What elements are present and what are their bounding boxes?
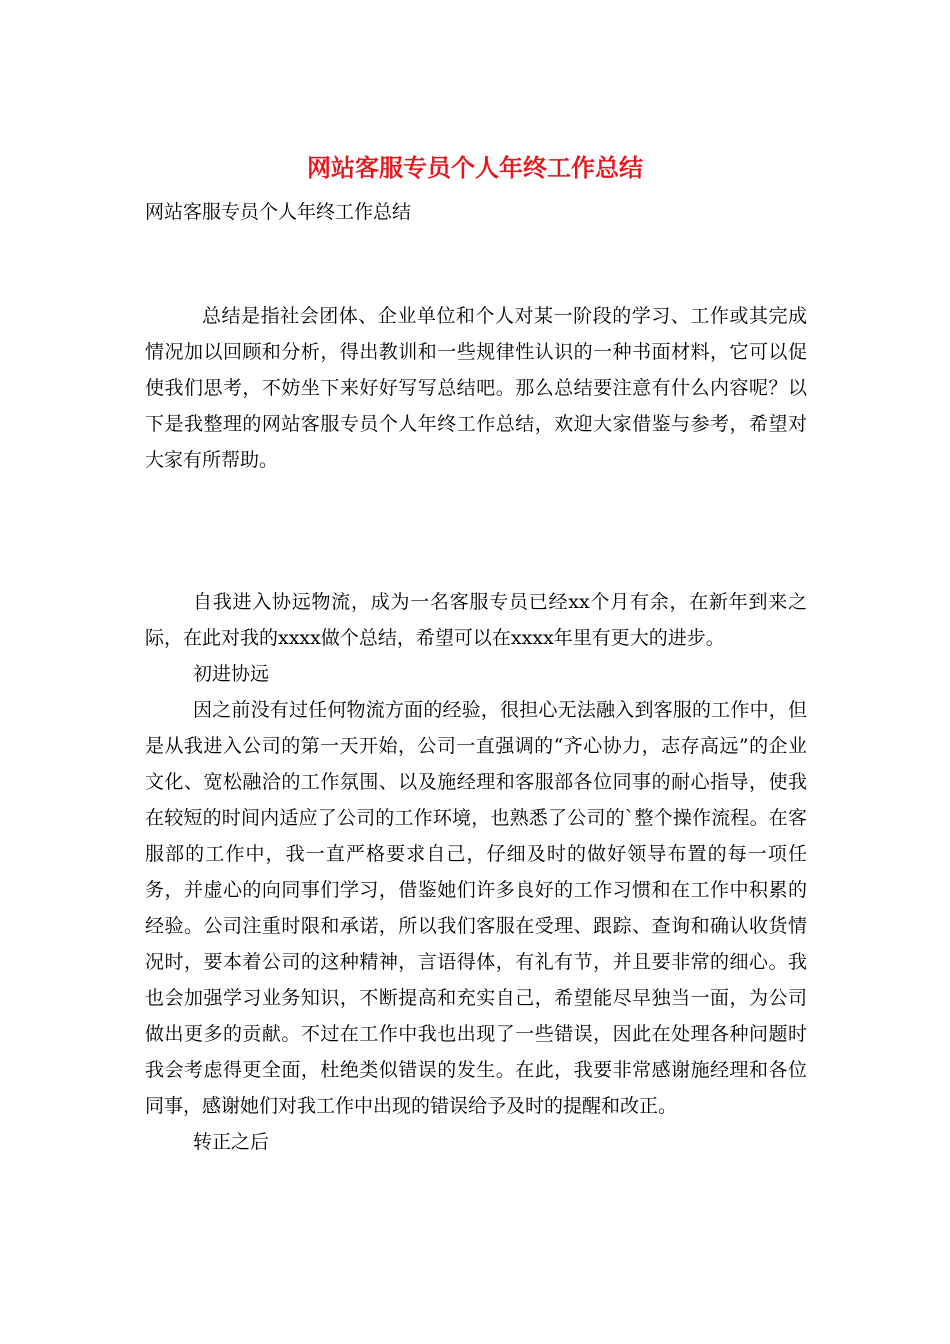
intro-paragraph: 总结是指社会团体、企业单位和个人对某一阶段的学习、工作或其完成情况加以回顾和分析，得出教训和一些规律性认识的一种书面材料，它可以促使我们思考，不妨坐下来好好写写总结吧。那么总结要注意有什么内容呢？以下是我整理的网站客服专员个人年终工作总结，欢迎大家借鉴与参考，希望对大家有所帮助。 <box>145 305 807 471</box>
document-title: 网站客服专员个人年终工作总结 <box>307 153 643 182</box>
body-paragraph: 自我进入协远物流，成为一名客服专员已经xx个月有余，在新年到来之际，在此对我的xxxx做个总结，希望可以在xxxx年里有更大的进步。 <box>145 591 807 649</box>
section-heading: 初进协远 <box>193 663 270 685</box>
section-heading: 转正之后 <box>193 1131 270 1153</box>
document-subtitle: 网站客服专员个人年终工作总结 <box>145 201 412 223</box>
body-paragraph: 因之前没有过任何物流方面的经验，很担心无法融入到客服的工作中，但是从我进入公司的第一天开始，公司一直强调的“齐心协力，志存高远”的企业文化、宽松融洽的工作氛围、以及施经理和客服部各位同事的耐心指导，使我在较短的时间内适应了公司的工作环境，也熟悉了公司的`整个操作流程。在客服部的工作中，我一直严格要求自己，仔细及时的做好领导布置的每一项任务，并虚心的向同事们学习，借鉴她们许多良好的工作习惯和在工作中积累的经验。公司注重时限和承诺，所以我们客服在受理、跟踪、查询和确认收货情况时，要本着公司的这种精神，言语得体，有礼有节，并且要非常的细心。我也会加强学习业务知识，不断提高和充实自己，希望能尽早独当一面，为公司做出更多的贡献。不过在工作中我也出现了一些错误，因此在处理各种问题时我会考虑得更全面，杜绝类似错误的发生。在此，我要非常感谢施经理和各位同事，感谢她们对我工作中出现的错误给予及时的提醒和改正。 <box>145 699 807 1117</box>
body-section <box>145 584 807 1160</box>
